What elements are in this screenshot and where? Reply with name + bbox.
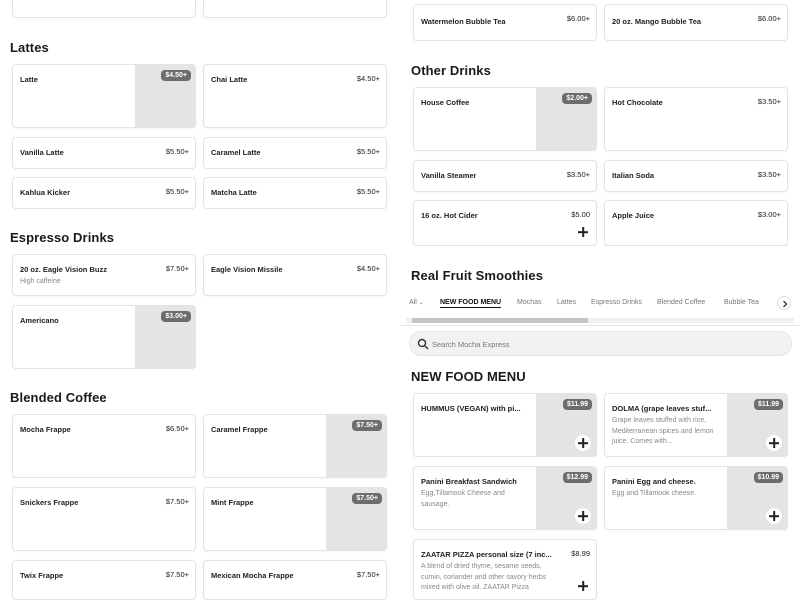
menu-item-zaatar-pizza[interactable] (413, 539, 597, 600)
tab-bubble-tea[interactable]: Bubble Tea (724, 299, 759, 306)
item-price: $7.50+ (165, 497, 189, 506)
item-price: $3.50+ (757, 170, 781, 179)
item-name: House Coffee (421, 98, 470, 107)
menu-item-card-partial[interactable] (12, 0, 196, 18)
add-plus-icon[interactable] (575, 224, 591, 240)
add-plus-icon[interactable] (766, 508, 782, 524)
menu-item-kahlua-kicker[interactable] (12, 177, 196, 209)
item-price: $5.00 (571, 210, 590, 219)
item-name: Mint Frappe (211, 498, 254, 507)
item-name: Apple Juice (612, 211, 655, 220)
menu-item-watermelon-bubble-tea[interactable] (413, 4, 597, 41)
item-price: $4.50+ (356, 264, 380, 273)
menu-item-hummus[interactable] (413, 393, 597, 457)
chevron-right-icon (778, 297, 792, 311)
item-price: $8.99 (571, 549, 590, 558)
item-name: Kahlua Kicker (20, 188, 71, 197)
price-badge: $2.00+ (562, 93, 592, 104)
item-name: Matcha Latte (211, 188, 257, 197)
price-badge: $3.00+ (161, 311, 191, 322)
section-title-blended-coffee: Blended Coffee (10, 390, 107, 405)
menu-item-panini-egg-and-cheese[interactable] (604, 466, 788, 530)
item-name: Latte (20, 75, 38, 84)
scrollbar-thumb[interactable] (412, 318, 588, 323)
menu-item-hot-cider[interactable] (413, 200, 597, 246)
item-price: $5.50+ (356, 187, 380, 196)
tab-blended-coffee[interactable]: Blended Coffee (657, 299, 706, 306)
item-name: 20 oz. Mango Bubble Tea (612, 17, 702, 26)
search-input[interactable] (432, 337, 772, 351)
menu-item-dolma[interactable] (604, 393, 788, 457)
tab-espresso-drinks[interactable]: Espresso Drinks (591, 299, 642, 306)
item-price: $3.00+ (757, 210, 781, 219)
menu-item-chai-latte[interactable] (203, 64, 387, 128)
item-price: $6.50+ (165, 424, 189, 433)
section-title-espresso-drinks: Espresso Drinks (10, 230, 115, 245)
section-title-new-food-menu: NEW FOOD MENU (411, 369, 526, 384)
tab-lattes[interactable]: Lattes (557, 299, 577, 306)
item-name: 16 oz. Hot Cider (421, 211, 478, 220)
menu-item-mint-frappe[interactable] (203, 487, 387, 551)
add-plus-icon[interactable] (575, 508, 591, 524)
item-description: Grape leaves stuffed with rice, Mediterranean spices and lemon juice. Comes with... (612, 417, 714, 445)
item-name: Caramel Frappe (211, 425, 268, 434)
add-plus-icon[interactable] (575, 578, 591, 594)
item-name: DOLMA (grape leaves stuf... (612, 404, 712, 413)
add-plus-icon[interactable] (575, 435, 591, 451)
item-name: Panini Breakfast Sandwich (421, 477, 517, 486)
item-name: Vanilla Latte (20, 148, 64, 157)
price-badge: $7.50+ (352, 493, 382, 504)
item-name: Snickers Frappe (20, 498, 79, 507)
item-name: HUMMUS (VEGAN) with pi... (421, 404, 521, 413)
chevron-down-icon: ⌄ (418, 300, 424, 306)
tab-all[interactable] (409, 299, 424, 306)
section-title-lattes: Lattes (10, 40, 49, 55)
item-name: Eagle Vision Missile (211, 265, 283, 274)
item-name: Watermelon Bubble Tea (421, 17, 506, 26)
item-price: $4.50+ (356, 74, 380, 83)
menu-item-apple-juice[interactable] (604, 200, 788, 246)
menu-item-hot-chocolate[interactable] (604, 87, 788, 151)
menu-right-column (400, 0, 800, 600)
menu-item-house-coffee[interactable] (413, 87, 597, 151)
item-price: $5.50+ (356, 147, 380, 156)
item-price: $6.00+ (757, 14, 781, 23)
item-price: $7.50+ (165, 264, 189, 273)
section-title-other-drinks: Other Drinks (411, 63, 491, 78)
item-name: Vanilla Steamer (421, 171, 477, 180)
item-price: $5.50+ (165, 187, 189, 196)
item-name: Caramel Latte (211, 148, 261, 157)
search-icon (417, 338, 429, 350)
menu-item-italian-soda[interactable] (604, 160, 788, 192)
menu-item-vanilla-steamer[interactable] (413, 160, 597, 192)
menu-item-card-partial[interactable] (203, 0, 387, 18)
tab-mochas[interactable]: Mochas (517, 299, 542, 306)
tabs-horizontal-scrollbar[interactable] (406, 318, 794, 323)
menu-item-caramel-latte[interactable] (203, 137, 387, 169)
menu-item-caramel-frappe[interactable] (203, 414, 387, 478)
item-name: Italian Soda (612, 171, 655, 180)
price-badge: $4.50+ (161, 70, 191, 81)
item-name: Americano (20, 316, 59, 325)
menu-item-latte[interactable] (12, 64, 196, 128)
item-name: Mocha Frappe (20, 425, 71, 434)
item-description: A blend of dried thyme, sesame seeds, cumin, coriander and other savory herbs mixed with olive oil. ZAATAR Pizza (421, 563, 547, 591)
section-title-real-fruit-smoothies: Real Fruit Smoothies (411, 268, 544, 283)
menu-item-panini-breakfast-sandwich[interactable] (413, 466, 597, 530)
item-price: $5.50+ (165, 147, 189, 156)
menu-item-matcha-latte[interactable] (203, 177, 387, 209)
tabs-next-button[interactable] (777, 296, 791, 310)
item-name: Chai Latte (211, 75, 248, 84)
add-plus-icon[interactable] (766, 435, 782, 451)
menu-item-twix-frappe[interactable] (12, 560, 196, 600)
item-name: ZAATAR PIZZA personal size (7 inc... (421, 550, 552, 559)
item-price: $7.50+ (356, 570, 380, 579)
item-description: High caffeine (20, 278, 61, 285)
price-badge: $11.99 (563, 399, 592, 410)
menu-item-americano[interactable] (12, 305, 196, 369)
menu-item-vanilla-latte[interactable] (12, 137, 196, 169)
tab-label: All (409, 299, 417, 306)
item-name: Hot Chocolate (612, 98, 663, 107)
item-price: $3.50+ (757, 97, 781, 106)
price-badge: $10.99 (754, 472, 783, 483)
item-name: Mexican Mocha Frappe (211, 571, 294, 580)
item-name: 20 oz. Eagle Vision Buzz (20, 265, 107, 274)
tab-new-food-menu[interactable]: NEW FOOD MENU (440, 299, 502, 306)
item-description: Egg,Tillamook Cheese and sausage. (421, 490, 505, 508)
item-description: Egg and Tillamook cheese. (612, 490, 697, 497)
price-badge: $11.99 (754, 399, 783, 410)
menu-item-mexican-mocha-frappe[interactable] (203, 560, 387, 600)
item-name: Panini Egg and cheese. (612, 477, 696, 486)
item-name: Twix Frappe (20, 571, 64, 580)
price-badge: $12.99 (563, 472, 592, 483)
search-bar[interactable] (409, 331, 792, 356)
menu-item-mocha-frappe[interactable] (12, 414, 196, 478)
menu-item-mango-bubble-tea[interactable] (604, 4, 788, 41)
item-price: $3.50+ (566, 170, 590, 179)
menu-item-eagle-vision-missile[interactable] (203, 254, 387, 296)
menu-item-eagle-vision-buzz[interactable] (12, 254, 196, 296)
menu-item-snickers-frappe[interactable] (12, 487, 196, 551)
item-price: $7.50+ (165, 570, 189, 579)
price-badge: $7.50+ (352, 420, 382, 431)
item-price: $6.00+ (566, 14, 590, 23)
